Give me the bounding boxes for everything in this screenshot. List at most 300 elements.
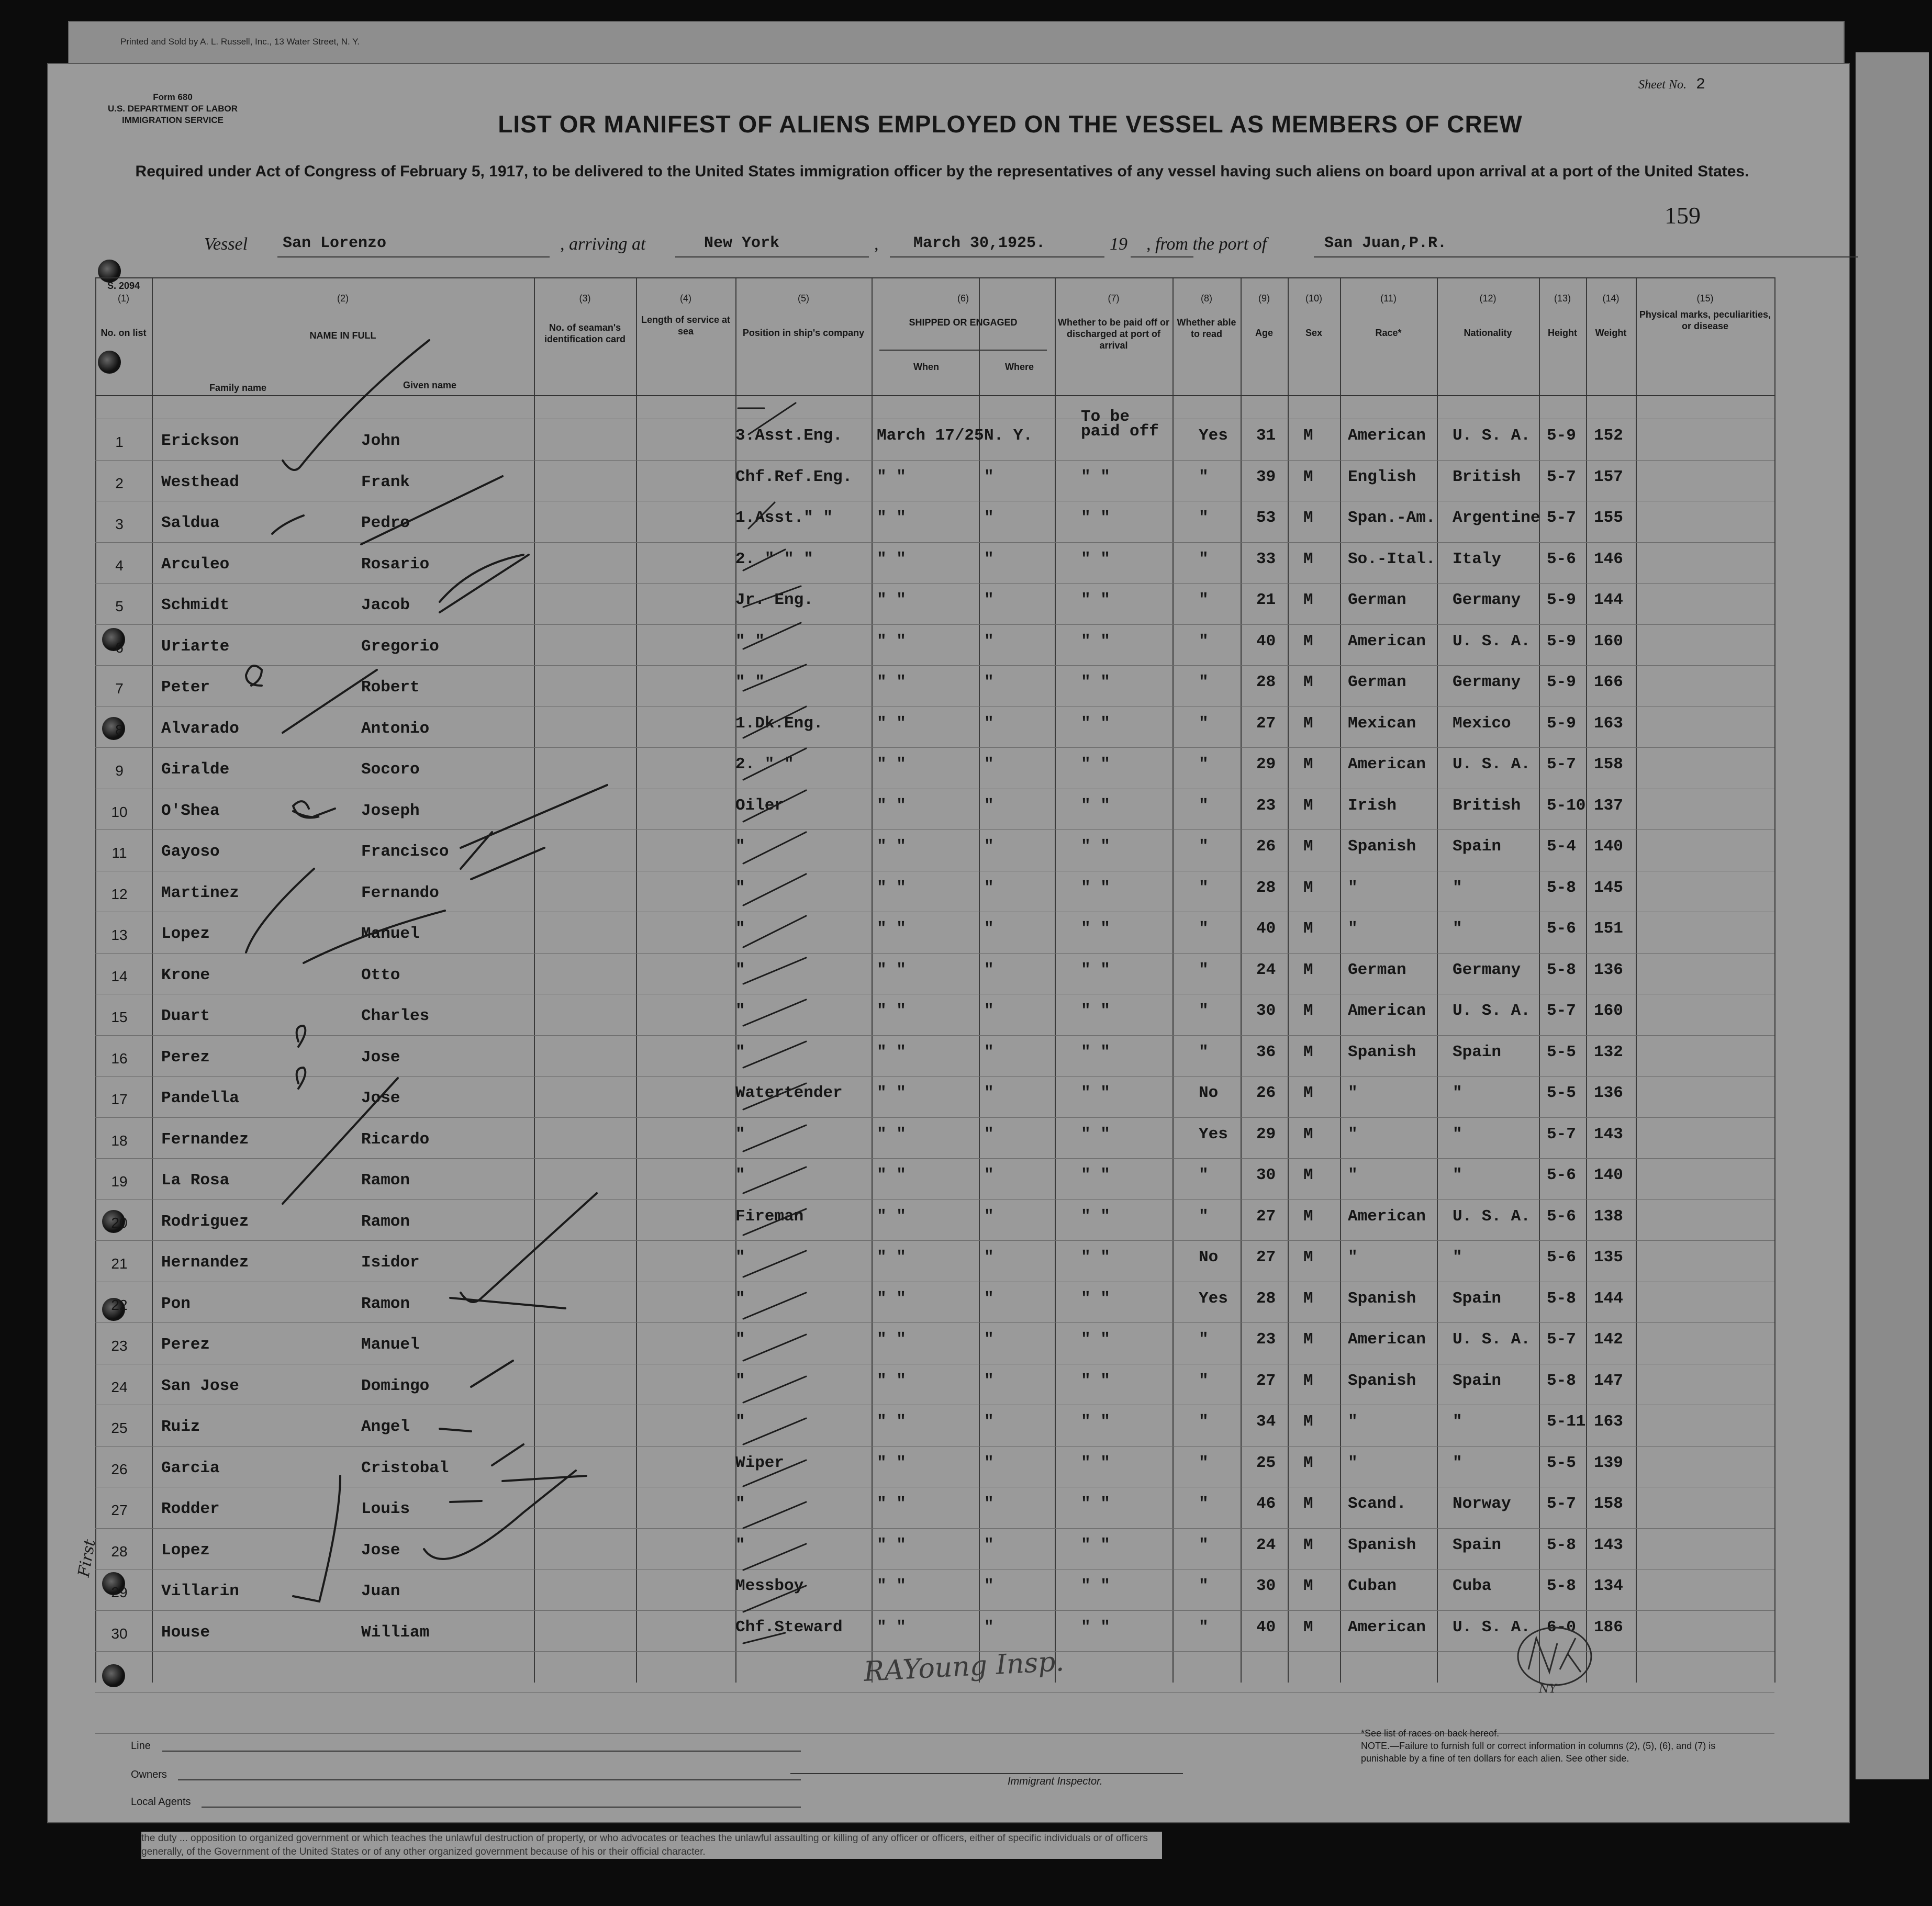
paid-off: " ": [1081, 467, 1110, 486]
column-header: Weight: [1595, 328, 1627, 338]
column-number: (9): [1258, 293, 1270, 304]
shipped-where: ": [984, 1166, 994, 1184]
age: 29: [1256, 755, 1276, 773]
nationality: Germany: [1453, 673, 1521, 691]
nationality: Norway: [1453, 1495, 1511, 1513]
weight: 157: [1594, 467, 1623, 486]
able-to-read: ": [1199, 1453, 1209, 1472]
row-number: 15: [111, 1009, 128, 1025]
shipped-when: " ": [877, 1125, 906, 1143]
shipped-when: " ": [877, 1412, 906, 1431]
height: 5-8: [1547, 960, 1576, 979]
able-to-read: ": [1199, 591, 1209, 609]
shipped-when: " ": [877, 591, 906, 609]
shipped-where: ": [984, 1207, 994, 1226]
weight: 186: [1594, 1618, 1623, 1636]
race: Span.-Am.: [1348, 509, 1436, 527]
height: 5-8: [1547, 1289, 1576, 1308]
weight: 151: [1594, 920, 1623, 938]
height: 5-8: [1547, 1371, 1576, 1390]
row-number: 2: [115, 475, 124, 491]
race: Mexican: [1348, 714, 1416, 733]
paid-off: " ": [1081, 960, 1110, 979]
given-name: Juan: [361, 1582, 400, 1600]
able-to-read: Yes: [1199, 1289, 1228, 1308]
family-name: Perez: [161, 1336, 210, 1354]
column-rule: [1288, 277, 1289, 1683]
ruled-line: [95, 1035, 1774, 1036]
weight: 142: [1594, 1330, 1623, 1349]
shipped-when: " ": [877, 1248, 906, 1266]
able-to-read: ": [1199, 632, 1209, 651]
given-name: Ramon: [361, 1212, 410, 1231]
age: 34: [1256, 1412, 1276, 1431]
weight: 136: [1594, 1084, 1623, 1102]
shipped-when: " ": [877, 632, 906, 651]
height: 5-8: [1547, 1535, 1576, 1554]
height: 5-4: [1547, 837, 1576, 856]
position: 1.Asst." ": [735, 509, 833, 527]
weight: 146: [1594, 550, 1623, 568]
row-number: 28: [111, 1543, 128, 1560]
paid-off: " ": [1081, 1495, 1110, 1513]
nationality: Germany: [1453, 960, 1521, 979]
weight: 132: [1594, 1042, 1623, 1061]
position: Messboy: [735, 1577, 804, 1595]
sex: M: [1303, 673, 1313, 691]
position: ": [735, 1495, 745, 1513]
race: Spanish: [1348, 1535, 1416, 1554]
weight: 143: [1594, 1535, 1623, 1554]
inspector-signature: RAYoung Insp.: [863, 1646, 1065, 1688]
row-number: 20: [111, 1214, 128, 1231]
position: " ": [735, 673, 765, 691]
paid-off: " ": [1081, 1289, 1110, 1308]
given-name: Frank: [361, 473, 410, 491]
able-to-read: ": [1199, 673, 1209, 691]
punch-hole: [102, 1664, 125, 1687]
family-name: Garcia: [161, 1459, 220, 1477]
column-rule: [1586, 277, 1587, 1683]
paid-off: " ": [1081, 1535, 1110, 1554]
age: 26: [1256, 837, 1276, 856]
arriving-port: New York: [704, 234, 780, 252]
position: Fireman: [735, 1207, 804, 1226]
column-number: (4): [680, 293, 691, 304]
row-number: 9: [115, 763, 124, 779]
shipped-where: ": [984, 837, 994, 856]
age: 27: [1256, 1371, 1276, 1390]
weight: 147: [1594, 1371, 1623, 1390]
column-header: Physical marks, peculiarities, or disease: [1639, 309, 1771, 331]
age: 40: [1256, 1618, 1276, 1636]
column-header: NAME IN FULL: [309, 330, 376, 341]
family-name: Pon: [161, 1294, 191, 1313]
position: Chf.Ref.Eng.: [735, 467, 853, 486]
paid-off: " ": [1081, 714, 1110, 733]
shipped-where: ": [984, 632, 994, 651]
weight: 135: [1594, 1248, 1623, 1266]
paid-off: " ": [1081, 837, 1110, 856]
paid-off: " ": [1081, 1618, 1110, 1636]
column-header: Nationality: [1464, 328, 1512, 338]
race: ": [1348, 1125, 1358, 1143]
position: Watertender: [735, 1084, 843, 1102]
given-name: Socoro: [361, 760, 420, 779]
from-port: San Juan,P.R.: [1324, 234, 1447, 252]
family-name: Arculeo: [161, 555, 230, 574]
page-title: LIST OR MANIFEST OF ALIENS EMPLOYED ON THE VESSEL AS MEMBERS OF CREW: [498, 110, 1523, 138]
age: 30: [1256, 1166, 1276, 1184]
age: 23: [1256, 796, 1276, 815]
sex: M: [1303, 427, 1313, 445]
sex: M: [1303, 1618, 1313, 1636]
column-rule: [1437, 277, 1438, 1683]
shipped-where: ": [984, 467, 994, 486]
able-to-read: ": [1199, 1207, 1209, 1226]
race: Irish: [1348, 796, 1397, 815]
position: ": [735, 878, 745, 897]
given-name: Ramon: [361, 1171, 410, 1190]
age: 27: [1256, 1207, 1276, 1226]
sex: M: [1303, 1371, 1313, 1390]
weight: 138: [1594, 1207, 1623, 1226]
position: 1.Dk.Eng.: [735, 714, 823, 733]
able-to-read: ": [1199, 1577, 1209, 1595]
year-label: 19: [1110, 234, 1127, 254]
age: 31: [1256, 427, 1276, 445]
family-name: Villarin: [161, 1582, 239, 1600]
column-number: (2): [337, 293, 349, 304]
shipped-when: " ": [877, 509, 906, 527]
race: American: [1348, 427, 1426, 445]
column-rule: [1539, 277, 1540, 1683]
row-number: 26: [111, 1461, 128, 1477]
column-header: SHIPPED OR ENGAGED: [909, 317, 1018, 328]
height: 5-9: [1547, 714, 1576, 733]
height: 5-9: [1547, 632, 1576, 651]
given-name: Antonio: [361, 719, 430, 738]
able-to-read: ": [1199, 878, 1209, 897]
row-number: 7: [115, 680, 124, 697]
race: ": [1348, 1084, 1358, 1102]
paid-off: " ": [1081, 920, 1110, 938]
height: 5-6: [1547, 920, 1576, 938]
shipped-when: " ": [877, 960, 906, 979]
ruled-line: [95, 583, 1774, 584]
department-name: U.S. DEPARTMENT OF LABOR: [107, 104, 238, 114]
form-code: S. 2094: [107, 281, 140, 291]
sex: M: [1303, 467, 1313, 486]
family-name: Duart: [161, 1007, 210, 1025]
sex: M: [1303, 796, 1313, 815]
nationality: U. S. A.: [1453, 1002, 1531, 1020]
nationality: U. S. A.: [1453, 427, 1531, 445]
height: 5-11: [1547, 1412, 1586, 1431]
ruled-line: [95, 1692, 1774, 1693]
column-number: (3): [579, 293, 591, 304]
shipped-when: " ": [877, 1618, 906, 1636]
ruled-line: [95, 829, 1774, 830]
able-to-read: ": [1199, 1618, 1209, 1636]
given-name: John: [361, 432, 400, 450]
position: Chf.Steward: [735, 1618, 843, 1636]
nationality: Spain: [1453, 1371, 1502, 1390]
shipped-where: ": [984, 1535, 994, 1554]
able-to-read: ": [1199, 550, 1209, 568]
shipped-when: " ": [877, 1330, 906, 1349]
ruled-line: [95, 665, 1774, 666]
shipped-where: ": [984, 1248, 994, 1266]
column-number: (12): [1479, 293, 1497, 304]
nationality: Spain: [1453, 1042, 1502, 1061]
family-name-subheader: Family name: [209, 383, 267, 393]
position: ": [735, 1166, 745, 1184]
given-name-subheader: Given name: [403, 380, 457, 390]
sheet-label: Sheet No.: [1638, 78, 1687, 92]
paid-off: " ": [1081, 1166, 1110, 1184]
position: ": [735, 1371, 745, 1390]
sex: M: [1303, 1125, 1313, 1143]
race: Scand.: [1348, 1495, 1406, 1513]
ruled-line: [95, 1528, 1774, 1529]
family-name: Hernandez: [161, 1253, 249, 1272]
column-number: (14): [1602, 293, 1620, 304]
able-to-read: ": [1199, 1495, 1209, 1513]
immigrant-inspector-label: Immigrant Inspector.: [1008, 1776, 1103, 1787]
row-number: 16: [111, 1050, 128, 1067]
family-name: San Jose: [161, 1376, 239, 1395]
family-name: Rodder: [161, 1500, 220, 1518]
shipped-when: " ": [877, 837, 906, 856]
shipped-where: ": [984, 1412, 994, 1431]
sex: M: [1303, 1002, 1313, 1020]
age: 46: [1256, 1495, 1276, 1513]
column-rule: [872, 277, 873, 1683]
row-number: 12: [111, 885, 128, 902]
shipped-when: " ": [877, 1042, 906, 1061]
family-name: Rodriguez: [161, 1212, 249, 1231]
shipped-where: ": [984, 591, 994, 609]
column-number: (10): [1305, 293, 1322, 304]
ruled-line: [95, 1446, 1774, 1447]
nationality: U. S. A.: [1453, 1330, 1531, 1349]
able-to-read: ": [1199, 1535, 1209, 1554]
age: 26: [1256, 1084, 1276, 1102]
nationality: U. S. A.: [1453, 1207, 1531, 1226]
punch-hole: [98, 260, 121, 283]
family-name: Perez: [161, 1048, 210, 1067]
given-name: Cristobal: [361, 1459, 449, 1477]
age: 53: [1256, 509, 1276, 527]
race: American: [1348, 1618, 1426, 1636]
column-header: Length of service at sea: [641, 315, 731, 337]
shipped-when: " ": [877, 550, 906, 568]
family-name: Saldua: [161, 514, 220, 532]
given-name: Angel: [361, 1418, 410, 1436]
shipped-where: ": [984, 1330, 994, 1349]
family-name: O'Shea: [161, 801, 220, 820]
row-number: 24: [111, 1378, 128, 1395]
weight: 140: [1594, 837, 1623, 856]
given-name: Manuel: [361, 1336, 420, 1354]
weight: 158: [1594, 755, 1623, 773]
ruled-line: [95, 1322, 1774, 1323]
given-name: Otto: [361, 966, 400, 984]
nationality: British: [1453, 467, 1521, 486]
given-name: Pedro: [361, 514, 410, 532]
race: English: [1348, 467, 1416, 486]
column-number: (11): [1380, 293, 1397, 304]
family-name: Fernandez: [161, 1130, 249, 1149]
nationality: Spain: [1453, 837, 1502, 856]
column-rule: [1340, 277, 1341, 1683]
age: 40: [1256, 632, 1276, 651]
ruled-line: [95, 460, 1774, 461]
given-name: Jose: [361, 1048, 400, 1067]
race: American: [1348, 632, 1426, 651]
ruled-line: [95, 1610, 1774, 1611]
row-number: 21: [111, 1255, 128, 1272]
paid-off: " ": [1081, 878, 1110, 897]
weight: 134: [1594, 1577, 1623, 1595]
able-to-read: ": [1199, 960, 1209, 979]
nationality: U. S. A.: [1453, 1618, 1531, 1636]
shipped-when: " ": [877, 467, 906, 486]
given-name: Jacob: [361, 596, 410, 614]
penalty-note: NOTE.—Failure to furnish full or correct information in columns (2), (5), (6), and (7) is punishable by a fine of ten dollars for each alien. See other side.: [1361, 1741, 1716, 1764]
age: 33: [1256, 550, 1276, 568]
height: 5-10: [1547, 796, 1586, 815]
when-subheader: When: [913, 362, 939, 372]
family-name: Martinez: [161, 883, 239, 902]
shipped-where: ": [984, 1577, 994, 1595]
position: Jr. Eng.: [735, 591, 813, 609]
given-name: William: [361, 1623, 430, 1642]
column-header: Whether to be paid off or discharged at port of arrival: [1058, 317, 1169, 351]
position: 2. " ": [735, 755, 794, 773]
weight: 139: [1594, 1453, 1623, 1472]
shipped-where: ": [984, 1289, 994, 1308]
column-number: (6): [957, 293, 969, 304]
ruled-line: [95, 1651, 1774, 1652]
shipped-when: " ": [877, 755, 906, 773]
sex: M: [1303, 714, 1313, 733]
row-number: 8: [115, 721, 124, 738]
paid-off: " ": [1081, 1002, 1110, 1020]
sheet-number: [1638, 76, 1705, 94]
paid-off: " ": [1081, 1453, 1110, 1472]
sex: M: [1303, 1248, 1313, 1266]
nationality: ": [1453, 1412, 1462, 1431]
nationality: ": [1453, 1125, 1462, 1143]
row-number: 25: [111, 1420, 128, 1436]
able-to-read: Yes: [1199, 1125, 1228, 1143]
row-number: 11: [111, 845, 127, 861]
column-header: Height: [1548, 328, 1577, 338]
position: Wiper: [735, 1453, 785, 1472]
weight: 163: [1594, 714, 1623, 733]
age: 27: [1256, 1248, 1276, 1266]
given-name: Jose: [361, 1089, 400, 1107]
ruled-line: [95, 747, 1774, 748]
race: ": [1348, 878, 1358, 897]
able-to-read: No: [1199, 1084, 1219, 1102]
height: 6-0: [1547, 1618, 1576, 1636]
column-number: (15): [1696, 293, 1714, 304]
shipped-when: " ": [877, 1207, 906, 1226]
race: American: [1348, 1330, 1426, 1349]
vessel-name: San Lorenzo: [283, 234, 387, 252]
position: ": [735, 1248, 745, 1266]
family-name: Giralde: [161, 760, 230, 779]
height: 5-7: [1547, 1002, 1576, 1020]
column-header: No. on list: [100, 328, 147, 338]
paid-off: " ": [1081, 1042, 1110, 1061]
shipped-when: " ": [877, 1002, 906, 1020]
shipped-when: " ": [877, 1289, 906, 1308]
row-number: 18: [111, 1132, 128, 1149]
row-number: 6: [115, 639, 124, 656]
paid-off: " ": [1081, 1412, 1110, 1431]
family-name: Krone: [161, 966, 210, 984]
family-name: Pandella: [161, 1089, 239, 1107]
position: " ": [735, 632, 765, 651]
shipped-where: ": [984, 1002, 994, 1020]
sex: M: [1303, 755, 1313, 773]
weight: 160: [1594, 1002, 1623, 1020]
shipped-when: " ": [877, 1084, 906, 1102]
column-number: (5): [798, 293, 809, 304]
partially-visible-text: the duty ... opposition to organized government or which teaches the unlawful destruction of property, or who advocates or teaches the unlawful assaulting or killing of any officer or officers, either of specific individuals or of officers generally, of the Government of the United States or of any other organized government because of his or their official character.: [141, 1832, 1162, 1859]
able-to-read: Yes: [1199, 427, 1228, 445]
age: 27: [1256, 714, 1276, 733]
sex: M: [1303, 509, 1313, 527]
age: 23: [1256, 1330, 1276, 1349]
weight: 136: [1594, 960, 1623, 979]
height: 5-7: [1547, 509, 1576, 527]
given-name: Joseph: [361, 801, 420, 820]
nationality: ": [1453, 1453, 1462, 1472]
row-number: 22: [111, 1296, 128, 1313]
inspector-initials: NY: [1539, 1683, 1557, 1696]
given-name: Isidor: [361, 1253, 420, 1272]
paid-off: " ": [1081, 1207, 1110, 1226]
vessel-label: Vessel: [204, 234, 248, 254]
shipped-where: ": [984, 673, 994, 691]
position: ": [735, 1002, 745, 1020]
nationality: U. S. A.: [1453, 632, 1531, 651]
weight: 144: [1594, 591, 1623, 609]
age: 24: [1256, 960, 1276, 979]
nationality: Germany: [1453, 591, 1521, 609]
sex: M: [1303, 1453, 1313, 1472]
shipped-when: " ": [877, 1535, 906, 1554]
shipped-when: " ": [877, 878, 906, 897]
height: 5-5: [1547, 1042, 1576, 1061]
sex: M: [1303, 837, 1313, 856]
race: American: [1348, 755, 1426, 773]
row-number: 10: [111, 803, 128, 820]
weight: 166: [1594, 673, 1623, 691]
ruled-line: [95, 1199, 1774, 1200]
column-rule: [1241, 277, 1242, 1683]
paid-off: To be paid off: [1081, 408, 1159, 441]
able-to-read: ": [1199, 1166, 1209, 1184]
row-number: 4: [115, 557, 124, 574]
line-label: Line: [131, 1740, 151, 1752]
position: ": [735, 1412, 745, 1431]
